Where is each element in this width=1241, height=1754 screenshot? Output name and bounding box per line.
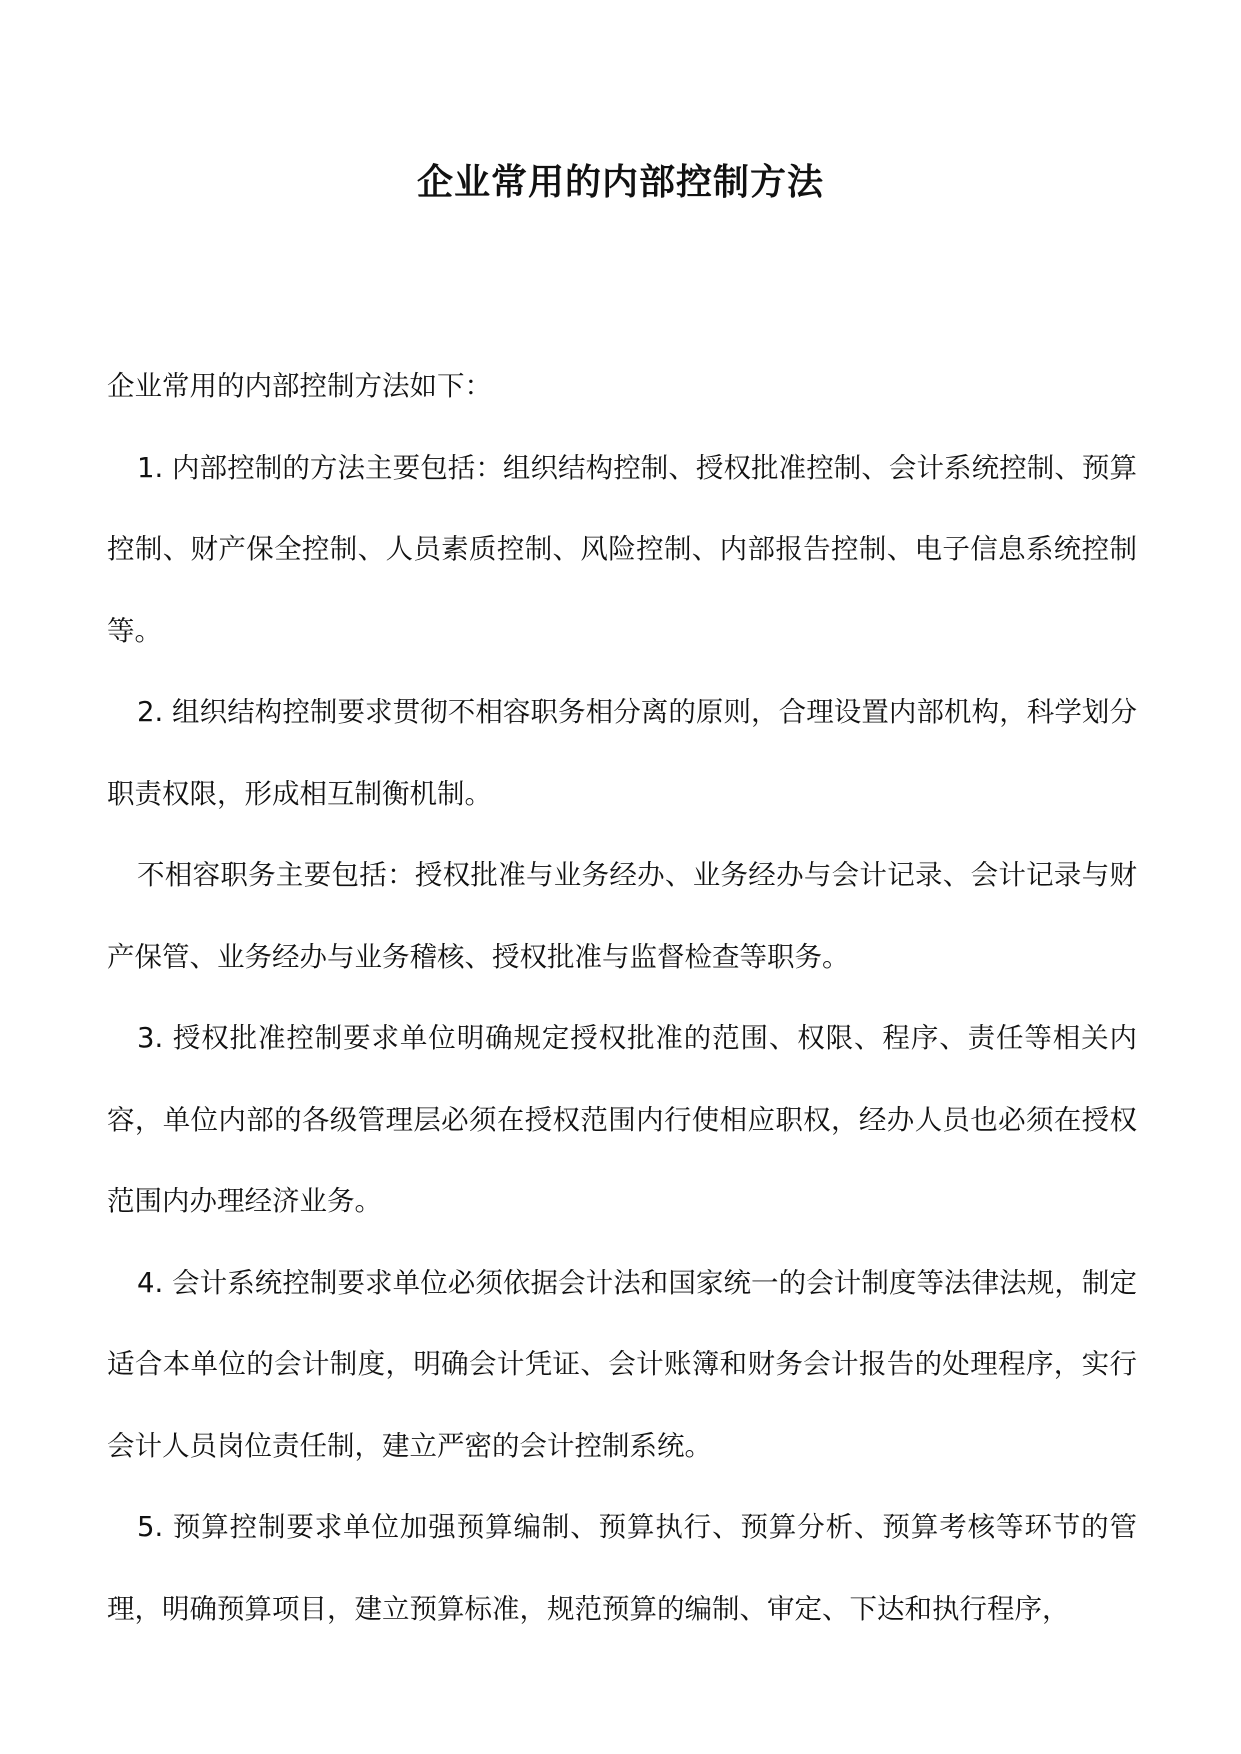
paragraph-item-3: 3. 授权批准控制要求单位明确规定授权批准的范围、权限、程序、责任等相关内容，单位内部的各级管理层必须在授权范围内行使相应职权，经办人员也必须在授权范围内办理经济业务。 [107,1022,1137,1217]
paragraph-incompatible-duties: 不相容职务主要包括：授权批准与业务经办、业务经办与会计记录、会计记录与财产保管、业务经办与业务稽核、授权批准与监督检查等职务。 [107,859,1137,973]
document-title: 企业常用的内部控制方法 [416,162,824,203]
intro-paragraph: 企业常用的内部控制方法如下： [107,370,492,402]
paragraph-item-1: 1. 内部控制的方法主要包括：组织结构控制、授权批准控制、会计系统控制、预算控制、财产保全控制、人员素质控制、风险控制、内部报告控制、电子信息系统控制等。 [107,451,1137,647]
paragraph-item-4: 4. 会计系统控制要求单位必须依据会计法和国家统一的会计制度等法律法规，制定适合本单位的会计制度，明确会计凭证、会计账簿和财务会计报告的处理程序，实行会计人员岗位责任制，建立严密的会计控制系统。 [107,1266,1137,1462]
paragraph-item-2: 2. 组织结构控制要求贯彻不相容职务相分离的原则，合理设置内部机构，科学划分职责权限，形成相互制衡机制。 [107,696,1137,810]
document-body [107,346,1137,1650]
paragraph-item-5: 5. 预算控制要求单位加强预算编制、预算执行、预算分析、预算考核等环节的管理，明确预算项目，建立预算标准，规范预算的编制、审定、下达和执行程序， [107,1511,1137,1625]
